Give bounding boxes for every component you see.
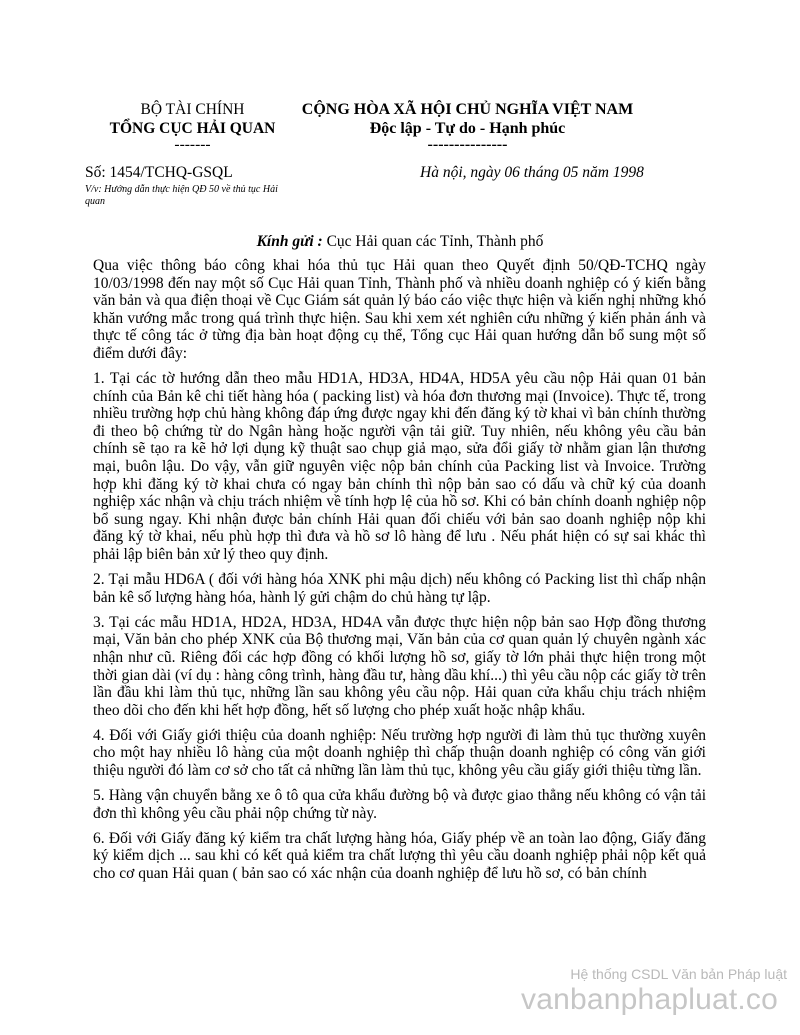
agency-name: TỔNG CỤC HẢI QUAN [109,120,276,137]
national-motto: Độc lập - Tự do - Hạnh phúc [369,120,566,137]
paragraph-item-5: 5. Hàng vận chuyển bằng xe ô tô qua cửa khẩu đường bộ và được giao thẳng nếu không có vận tải đơn thì không yêu cầu phải nộp chứng từ này. [93,787,706,822]
document-number: Số: 1454/TCHQ-GSQL [85,164,233,181]
document-body [93,257,706,890]
ministry-name: BỘ TÀI CHÍNH [140,101,245,118]
document-subject: V/v: Hướng dẫn thực hiện QĐ 50 về thủ tục Hải quan [85,184,278,207]
salutation-label: Kính gửi : [256,233,323,250]
salutation-recipient: Cục Hải quan các Tỉnh, Thành phố [322,233,544,250]
watermark-caption: Hệ thống CSDL Văn bản Pháp luật [570,966,787,982]
intro-paragraph: Qua việc thông báo công khai hóa thủ tục Hải quan theo Quyết định 50/QĐ-TCHQ ngày 10/03/1998 đến nay một số Cục Hải quan Tỉnh, Thành phố và nhiều doanh nghiệp có ý kiến bằng văn bản và qua điện thoại về Cục Giám sát quản lý báo cáo việc thực hiện và kiến nghị những khó khăn vướng mắc trong quá trình thực hiện. Sau khi xem xét nghiên cứu những ý kiến phản ánh và thực tế công tác ở từng địa bàn hoạt động cụ thể, Tổng cục Hải quan hướng dẫn bổ sung một số điểm dưới đây: [93,257,706,362]
salutation [0,233,800,251]
document-date: Hà nội, ngày 06 tháng 05 năm 1998 [420,164,644,181]
paragraph-item-2: 2. Tại mẫu HD6A ( đối với hàng hóa XNK phi mậu dịch) nếu không có Packing list thì chấp nhận bản kê số lượng hàng hóa, hành lý gửi chậm do chủ hàng tự lập. [93,571,706,606]
paragraph-item-1: 1. Tại các tờ hướng dẫn theo mẫu HD1A, HD3A, HD4A, HD5A yêu cầu nộp Hải quan 01 bản chính của Bản kê chi tiết hàng hóa ( packing list) và hóa đơn thương mại (Invoice). Thực tế, trong nhiều trường hợp chủ hàng không đáp ứng được ngay khi đến đăng ký tờ khai vì bản chính thường đi theo bộ chứng từ do Ngân hàng hoặc người vận tải giữ. Tuy nhiên, nếu không yêu cầu bản chính sẽ tạo ra kẽ hở lợi dụng kỹ thuật sao chụp giả mạo, sửa đổi giấy tờ nhằm gian lận thương mại, buôn lậu. Do vậy, vẫn giữ nguyên việc nộp bản chính của Packing list và Invoice. Trường hợp khi đăng ký tờ khai chưa có ngay bản chính thì nộp bản sao có dấu và chữ ký của doanh nghiệp xác nhận và chịu trách nhiệm về tính hợp lệ của hồ sơ. Khi có bản chính doanh nghiệp nộp bổ sung ngay. Khi nhận được bản chính Hải quan đối chiếu với bản sao doanh nghiệp nộp khi đăng ký tờ khai, nếu phù hợp thì đưa và hồ sơ lô hàng để lưu . Nếu phát hiện có sự sai khác thì phải lập biên bản xử lý theo quy định. [93,370,706,563]
paragraph-item-4: 4. Đối với Giấy giới thiệu của doanh nghiệp: Nếu trường hợp người đi làm thủ tục thường xuyên cho một hay nhiều lô hàng của một doanh nghiệp thì chấp thuận doanh nghiệp có công văn giới thiệu người đó làm cơ sở cho tất cả những lần làm thủ tục, không yêu cầu giấy giới thiệu từng lần. [93,726,706,780]
issuer-divider: ------- [174,136,211,153]
motto-divider: --------------- [427,136,508,153]
watermark-site: vanbanphapluat.co [521,983,778,1016]
country-name: CỘNG HÒA XÃ HỘI CHỦ NGHĨA VIỆT NAM [301,101,634,118]
paragraph-item-6: 6. Đối với Giấy đăng ký kiểm tra chất lượng hàng hóa, Giấy phép về an toàn lao động, Giấy đăng ký kiểm dịch ... sau khi có kết quả kiểm tra chất lượng thì yêu cầu doanh nghiệp phải nộp kết quả cho cơ quan Hải quan ( bản sao có xác nhận của doanh nghiệp để lưu hồ sơ, có bản chính [93,829,706,882]
issuer-block [85,100,300,152]
national-heading [275,100,660,152]
paragraph-item-3: 3. Tại các mẫu HD1A, HD2A, HD3A, HD4A vẫn được thực hiện nộp bản sao Hợp đồng thương mại, Văn bản cho phép XNK của Bộ thương mại, Văn bản của cơ quan quản lý chuyên ngành xác nhận như cũ. Riêng đối các hợp đồng có khối lượng hồ sơ, giấy tờ lớn phải thực hiện trong một thời gian dài (ví dụ : hàng công trình, hàng đầu tư, hàng dầu khí...) thì yêu cầu nộp các giấy tờ trên lần đầu khi làm thủ tục, những lần sau không yêu cầu nộp. Hải quan cửa khẩu chịu trách nhiệm theo dõi cho đến khi hết hợp đồng, hết số lượng cho phép xuất hoặc nhập khẩu. [93,613,706,719]
